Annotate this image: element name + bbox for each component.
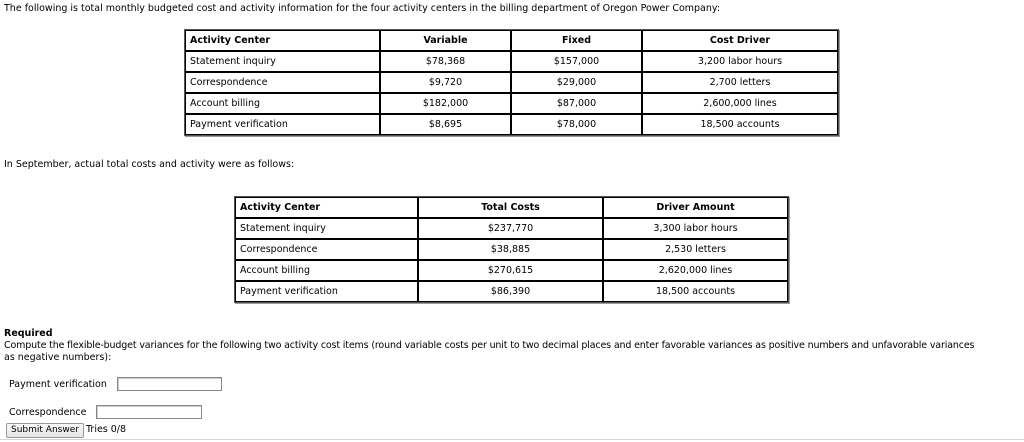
cell-variable: $8,695 (380, 114, 511, 135)
cell-total-costs: $38,885 (418, 239, 603, 260)
cell-cost-driver: 18,500 accounts (642, 114, 838, 135)
cell-cost-driver: 2,700 letters (642, 72, 838, 93)
table-row (235, 260, 788, 281)
budget-table-header (185, 30, 838, 51)
header-activity-center: Activity Center (235, 197, 418, 218)
submit-answer-button[interactable]: Submit Answer (6, 423, 84, 438)
correspondence-label: Correspondence (9, 407, 87, 418)
cell-cost-driver: 3,200 labor hours (642, 51, 838, 72)
required-heading: Required (4, 328, 53, 339)
table-row (235, 281, 788, 302)
required-text-line1: Compute the flexible-budget variances for the following two activity cost items (round variable costs per unit to two decimal places and enter favorable variances as positive numbers and unfavorable variances (4, 340, 975, 351)
cell-variable: $182,000 (380, 93, 511, 114)
header-activity-center: Activity Center (185, 30, 380, 51)
september-text: In September, actual total costs and activity were as follows: (4, 159, 295, 170)
cell-driver-amount: 3,300 labor hours (603, 218, 788, 239)
budget-table (184, 29, 839, 136)
table-row (235, 218, 788, 239)
tries-counter: Tries 0/8 (86, 424, 127, 435)
cell-activity: Correspondence (185, 72, 380, 93)
cell-cost-driver: 2,600,000 lines (642, 93, 838, 114)
intro-text: The following is total monthly budgeted cost and activity information for the four activity centers in the billing department of Oregon Power Company: (4, 3, 721, 14)
table-row (185, 114, 838, 135)
cell-activity: Statement inquiry (235, 218, 418, 239)
required-text-line2: as negative numbers): (4, 352, 112, 363)
header-total-costs: Total Costs (418, 197, 603, 218)
payment-verification-input[interactable] (117, 377, 222, 391)
table-row (235, 239, 788, 260)
cell-activity: Payment verification (235, 281, 418, 302)
cell-total-costs: $86,390 (418, 281, 603, 302)
cell-activity: Account billing (185, 93, 380, 114)
header-driver-amount: Driver Amount (603, 197, 788, 218)
cell-driver-amount: 2,620,000 lines (603, 260, 788, 281)
cell-driver-amount: 2,530 letters (603, 239, 788, 260)
table-row (185, 51, 838, 72)
actual-table-header (235, 197, 788, 218)
cell-activity: Statement inquiry (185, 51, 380, 72)
cell-fixed: $29,000 (511, 72, 642, 93)
divider (0, 439, 1024, 440)
cell-fixed: $87,000 (511, 93, 642, 114)
header-variable: Variable (380, 30, 511, 51)
cell-driver-amount: 18,500 accounts (603, 281, 788, 302)
header-cost-driver: Cost Driver (642, 30, 838, 51)
cell-variable: $9,720 (380, 72, 511, 93)
cell-fixed: $157,000 (511, 51, 642, 72)
payment-verification-label: Payment verification (9, 379, 107, 390)
cell-activity: Account billing (235, 260, 418, 281)
cell-activity: Payment verification (185, 114, 380, 135)
cell-total-costs: $237,770 (418, 218, 603, 239)
table-row (185, 72, 838, 93)
cell-fixed: $78,000 (511, 114, 642, 135)
cell-total-costs: $270,615 (418, 260, 603, 281)
correspondence-input[interactable] (96, 405, 202, 419)
cell-variable: $78,368 (380, 51, 511, 72)
actual-table (234, 196, 789, 303)
header-fixed: Fixed (511, 30, 642, 51)
cell-activity: Correspondence (235, 239, 418, 260)
table-row (185, 93, 838, 114)
